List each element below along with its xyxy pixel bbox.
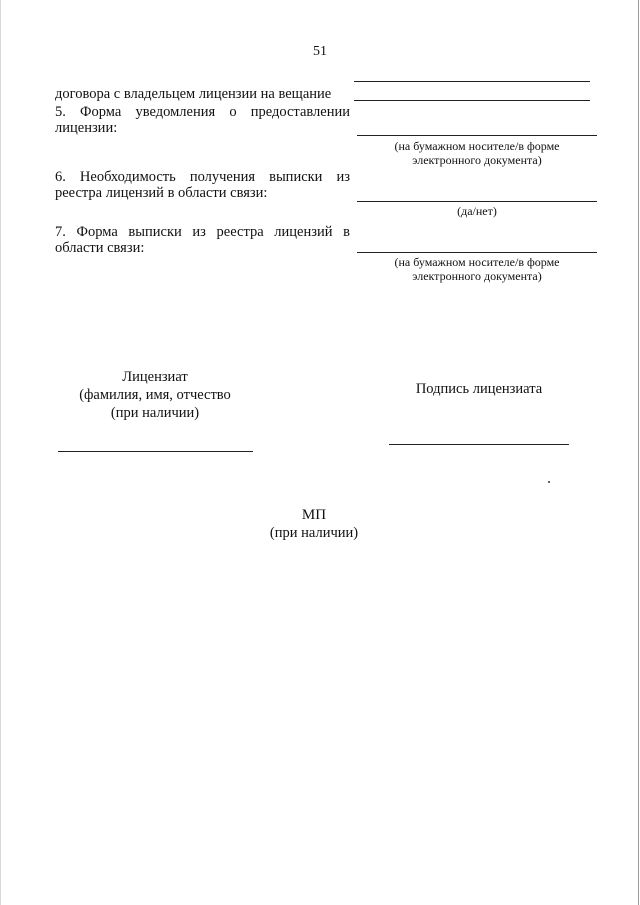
item-6-caption: (да/нет)	[457, 204, 497, 218]
stamp-note: (при наличии)	[269, 525, 359, 541]
field-line-item-7	[357, 252, 597, 253]
item-5-line2: лицензии:	[55, 120, 118, 136]
scan-speck	[548, 481, 550, 483]
signature-line	[389, 444, 569, 445]
field-line-item-5	[357, 135, 597, 136]
page-edge-right	[638, 0, 639, 905]
licensee-label: Лицензиат	[122, 369, 188, 385]
field-line-contract-1	[354, 81, 590, 82]
item-6-line1: 6. Необходимость получения выписки из	[55, 169, 350, 185]
item-contract-text: договора с владельцем лицензии на вещание	[55, 86, 332, 102]
item-7-caption-1: (на бумажном носителе/в форме	[394, 255, 560, 269]
licensee-name-line	[58, 451, 253, 452]
page-number: 51	[313, 44, 327, 59]
item-7-line2: области связи:	[55, 240, 145, 256]
item-7-line1: 7. Форма выписки из реестра лицензий в	[55, 224, 350, 240]
field-line-contract-2	[354, 100, 590, 101]
item-5-line1: 5. Форма уведомления о предоставлении	[55, 104, 350, 120]
signature-label: Подпись лицензиата	[415, 381, 543, 397]
item-7-caption-2: электронного документа)	[412, 269, 542, 283]
field-line-item-6	[357, 201, 597, 202]
item-5-caption-1: (на бумажном носителе/в форме	[394, 139, 560, 153]
licensee-note: (при наличии)	[110, 405, 200, 421]
stamp-label: МП	[301, 507, 327, 523]
item-5-caption-2: электронного документа)	[412, 153, 542, 167]
page-edge-left	[0, 0, 1, 905]
licensee-fio: (фамилия, имя, отчество	[79, 387, 231, 403]
item-6-line2: реестра лицензий в области связи:	[55, 185, 268, 201]
